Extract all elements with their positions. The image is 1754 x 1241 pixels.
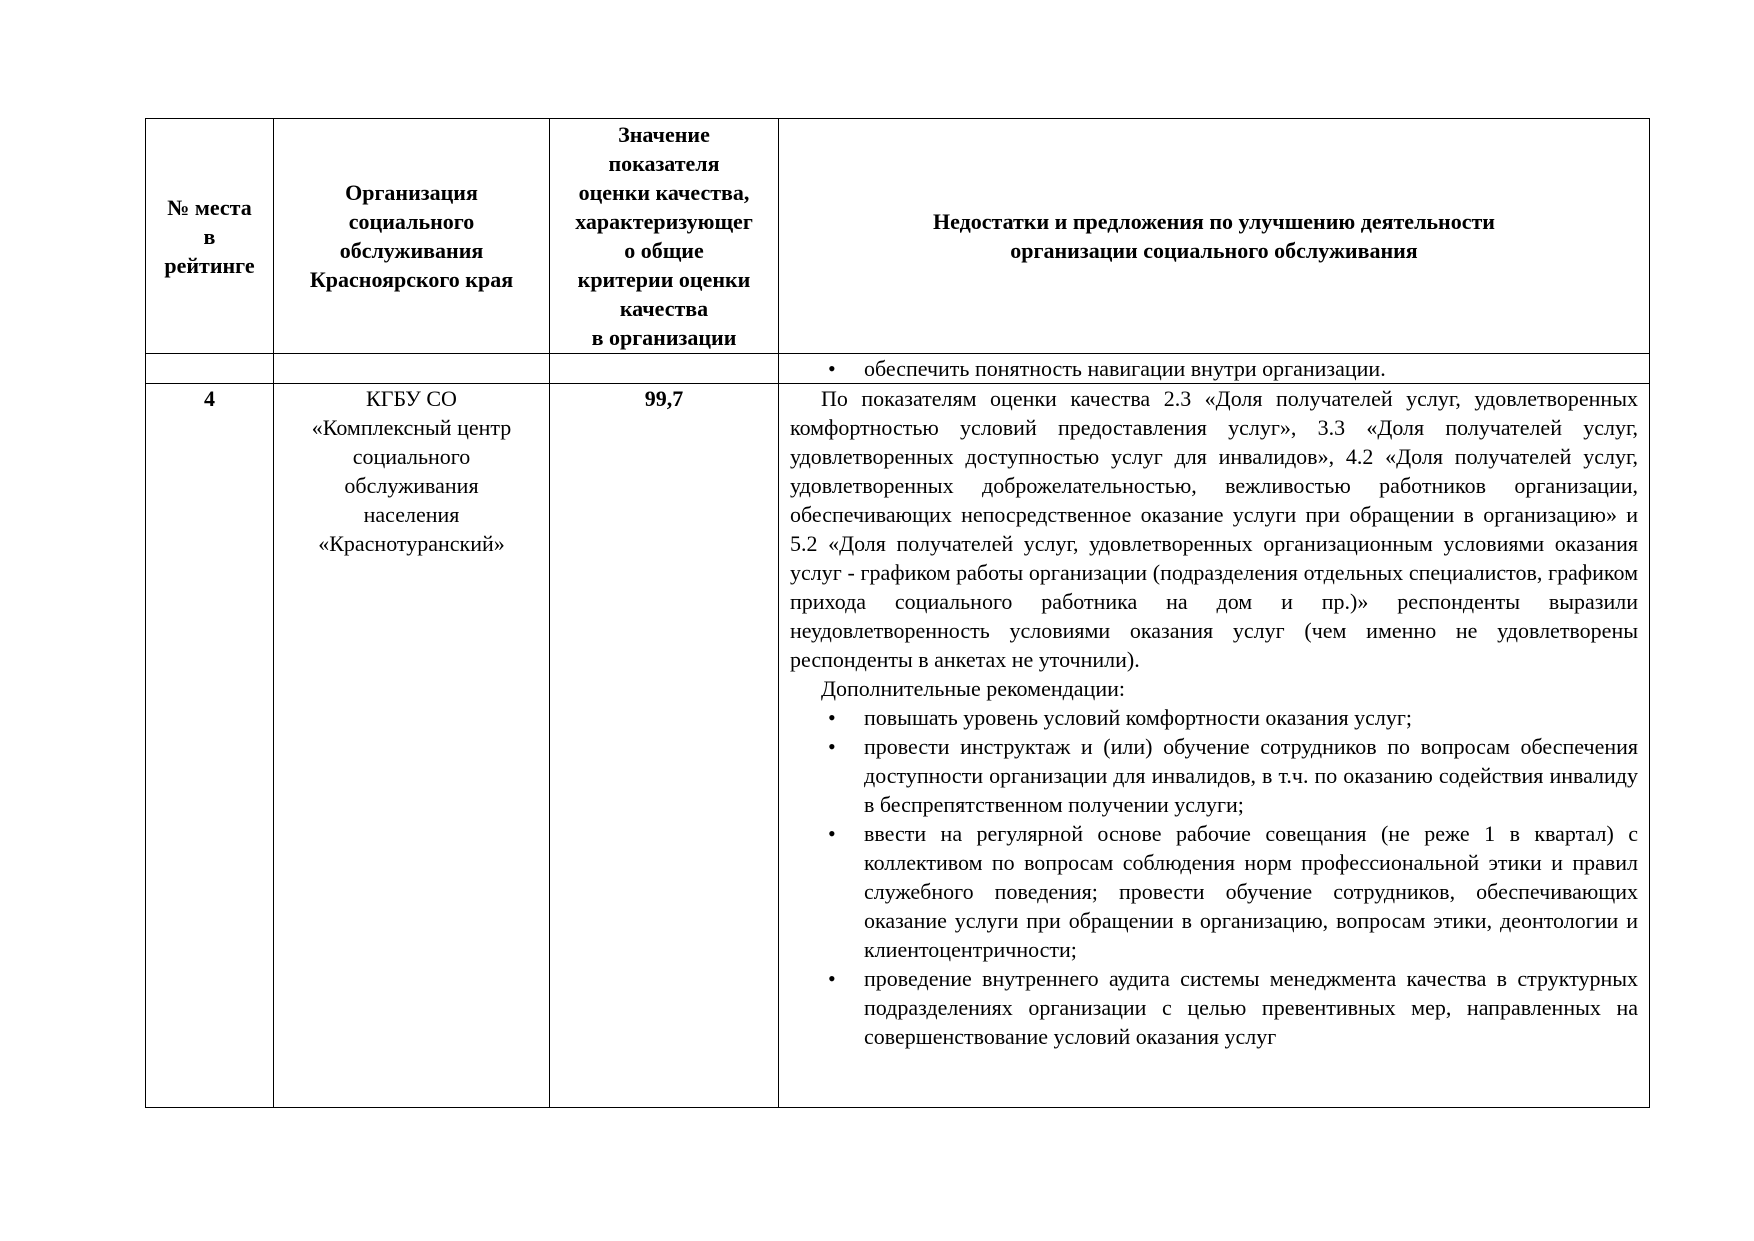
continuation-list [790, 354, 1638, 383]
header-organization: Организация социального обслуживания Красноярского края [274, 119, 550, 354]
score-cell [550, 384, 779, 1108]
header-score: Значение показателя оценки качества, характеризующег о общие критерии оценки качества в организации [550, 119, 779, 354]
cont-rank-cell [146, 354, 274, 384]
recommendation-text: ввести на регулярной основе рабочие совещания (не реже 1 в квартал) с коллективом по вопросам соблюдения норм профессиональной этики и правил служебного поведения; провести обучение сотрудников, обеспечивающих оказание услуги при обращении в организацию, вопросам этики, деонтологии и клиентоцентричности; [864, 821, 1638, 962]
recommendation-text: провести инструктаж и (или) обучение сотрудников по вопросам обеспечения доступности организации для инвалидов, в т.ч. по оказанию содействия инвалиду в беспрепятственном получении услуги; [864, 734, 1638, 817]
list-item [790, 819, 1638, 964]
remarks-paragraph: По показателям оценки качества 2.3 «Доля получателей услуг, удовлетворенных комфортностью условий предоставления услуг», 3.3 «Доля получателей услуг, удовлетворенных доступностью услуг для инвалидов», 4.2 «Доля получателей услуг, удовлетворенных доброжелательностью, вежливостью работников организации, обеспечивающих непосредственное оказание услуги при обращении в организацию» и 5.2 «Доля получателей услуг, удовлетворенных организационным условиями оказания услуг - графиком работы организации (подразделения отдельных специалистов, графиком прихода социального работника на дом и пр.)» респонденты выразили неудовлетворенность условиями оказания услуг (чем именно не удовлетворены респонденты в анкетах не уточнили). [790, 386, 1638, 672]
list-item [790, 354, 1638, 383]
header-rank: № места в рейтинге [146, 119, 274, 354]
table-row [146, 384, 1650, 1108]
score-value: 99,7 [644, 386, 684, 411]
organization-name: КГБУ СО «Комплексный центр социального обслуживания населения «Краснотуранский» [311, 386, 512, 556]
list-item [790, 703, 1638, 732]
cont-score-cell [550, 354, 779, 384]
bullet-icon: • [828, 356, 836, 381]
organization-cell [274, 384, 550, 1108]
cont-remarks-cell [779, 354, 1650, 384]
list-item [790, 732, 1638, 819]
rating-table [145, 118, 1650, 1108]
rank-cell [146, 384, 274, 1108]
rank-value: 4 [204, 386, 215, 411]
recommendation-text: проведение внутреннего аудита системы менеджмента качества в структурных подразделениях организации с целью превентивных мер, направленных на совершенствование условий оказания услуг [864, 966, 1638, 1049]
bullet-icon: • [828, 966, 836, 991]
recommendation-text: повышать уровень условий комфортности оказания услуг; [864, 705, 1412, 730]
header-remarks: Недостатки и предложения по улучшению деятельности организации социального обслуживания [779, 119, 1650, 354]
continuation-bullet-text: обеспечить понятность навигации внутри организации. [864, 356, 1386, 381]
remarks-cell [779, 384, 1650, 1108]
bullet-icon: • [828, 734, 836, 759]
table-header-row [146, 119, 1650, 354]
recommendations-list [790, 703, 1638, 1051]
extra-recommendations-title: Дополнительные рекомендации: [821, 676, 1125, 701]
list-item [790, 964, 1638, 1051]
continuation-row [146, 354, 1650, 384]
cont-organization-cell [274, 354, 550, 384]
bullet-icon: • [828, 705, 836, 730]
bullet-icon: • [828, 821, 836, 846]
